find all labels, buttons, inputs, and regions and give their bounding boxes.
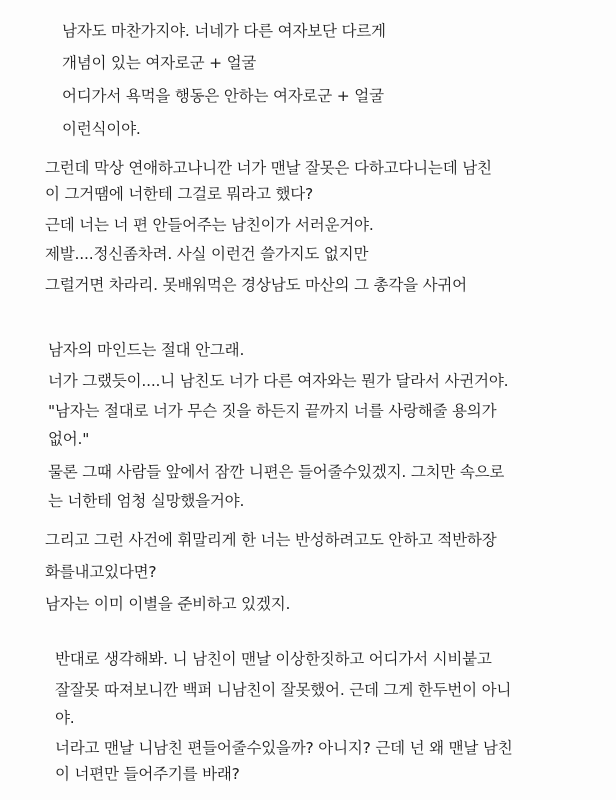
text-line: 물론 그때 사람들 앞에서 잠깐 니편은 들어줄수있겠지. 그치만 속으로 [48, 463, 505, 481]
text-line: 그럴거면 차라리. 못배워먹은 경상남도 마산의 그 총각을 사귀어 [45, 276, 467, 294]
text-line: 제발....정신좀차려. 사실 이런건 쓸가지도 없지만 [45, 245, 369, 263]
text-line: 이런식이야. [62, 120, 141, 138]
text-line: 남자는 이미 이별을 준비하고 있겠지. [45, 595, 291, 613]
text-line: 너라고 맨날 니남친 편들어줄수있을까? 아니지? 근데 넌 왜 맨날 남친 [55, 739, 513, 757]
text-line: 는 너한테 엄청 실망했을거야. [48, 492, 245, 510]
text-line: 이 너편만 들어주기를 바래? [55, 765, 240, 783]
text-line: 반대로 생각해봐. 니 남친이 맨날 이상한짓하고 어디가서 시비붙고 [55, 650, 492, 668]
text-line: 야. [55, 709, 75, 727]
text-line: 남자도 마찬가지야. 너네가 다른 여자보단 다르게 [62, 22, 386, 40]
text-line: "남자는 절대로 너가 무슨 짓을 하든지 끝까지 너를 사랑해줄 용의가 [48, 402, 497, 420]
text-line: 잘잘못 따져보니깐 백퍼 니남친이 잘못했어. 근데 그게 한두번이 아니 [55, 681, 512, 699]
text-line: 없어." [48, 430, 90, 448]
text-line: 어디가서 욕먹을 행동은 안하는 여자로군 + 얼굴 [62, 87, 384, 105]
text-line: 너가 그랬듯이....니 남친도 너가 다른 여자와는 뭔가 달라서 사귄거야. [48, 372, 509, 390]
text-line: 개념이 있는 여자로군 + 얼굴 [62, 54, 257, 72]
text-line: 남자의 마인드는 절대 안그래. [48, 341, 245, 359]
text-line: 근데 너는 너 편 안들어주는 남친이가 서러운거야. [45, 216, 374, 234]
text-line: 화를내고있다면? [45, 563, 157, 581]
text-line: 이 그거땜에 너한테 그걸로 뭐라고 했다? [45, 185, 314, 203]
text-line: 그런데 막상 연애하고나니깐 너가 맨날 잘못은 다하고다니는데 남친 [45, 159, 492, 177]
text-line: 그리고 그런 사건에 휘말리게 한 너는 반성하려고도 안하고 적반하장 [45, 531, 497, 549]
